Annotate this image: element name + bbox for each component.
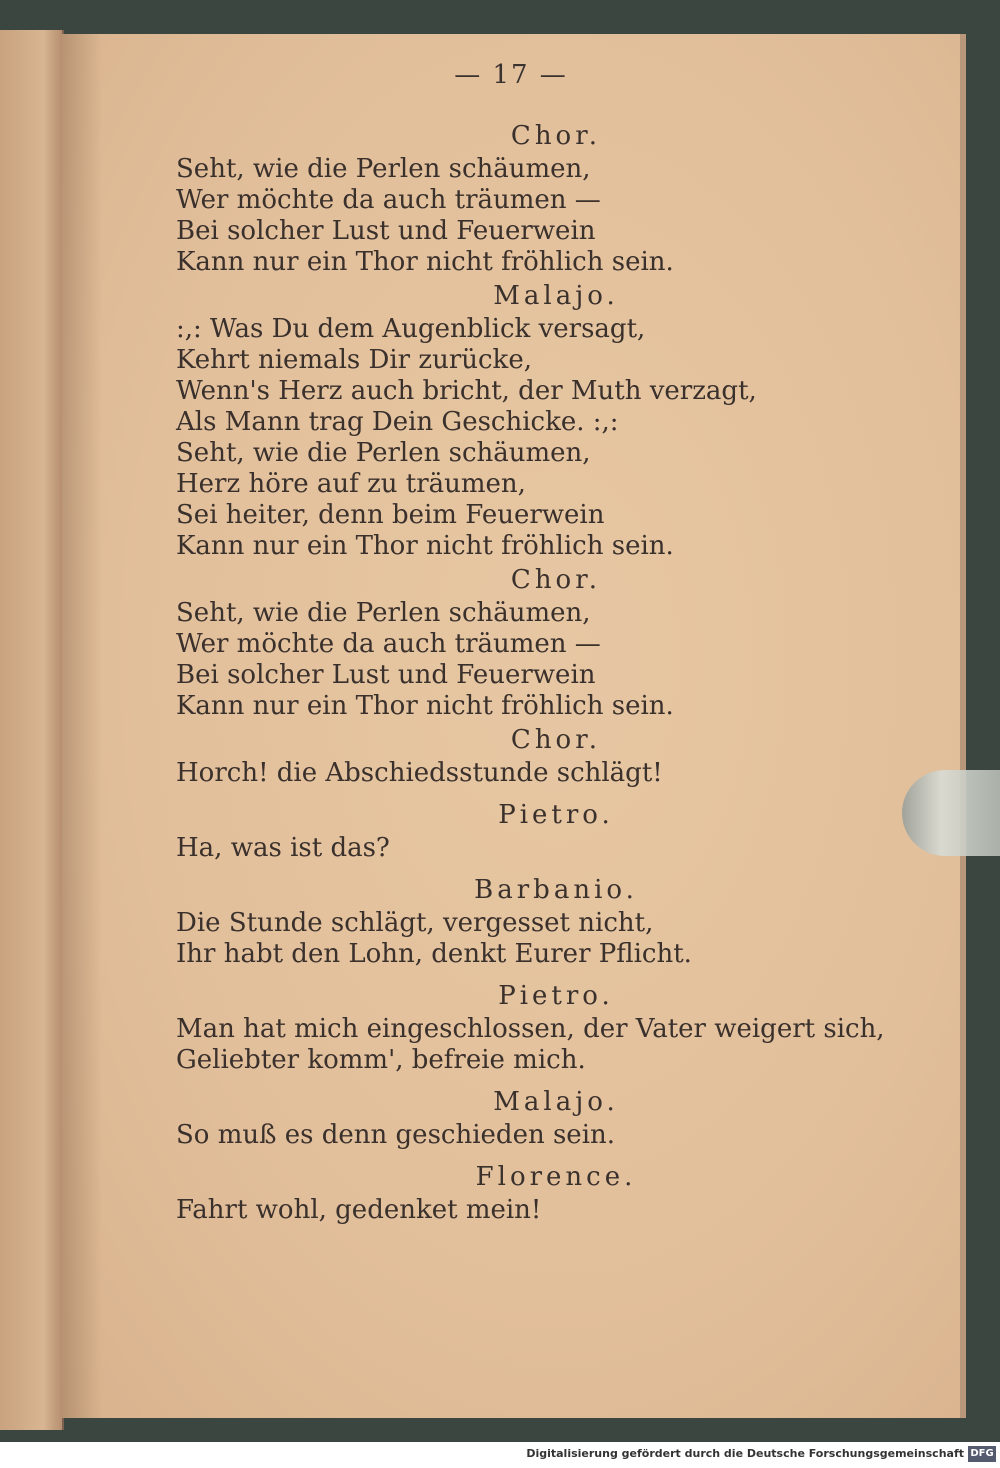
verse-line: Kann nur ein Thor nicht fröhlich sein. — [176, 691, 674, 721]
verse-line: Bei solcher Lust und Feuerwein — [176, 660, 596, 690]
verse-line: So muß es denn geschieden sein. — [176, 1120, 616, 1150]
speaker-name: Malajo. — [493, 281, 619, 311]
page-clip — [902, 770, 1000, 856]
verse-line: Wenn's Herz auch bricht, der Muth verzagt, — [176, 376, 757, 406]
speaker-name: Pietro. — [498, 981, 614, 1011]
speaker-name: Pietro. — [498, 800, 614, 830]
verse-line: Kann nur ein Thor nicht fröhlich sein. — [176, 531, 674, 561]
book-page — [62, 34, 966, 1418]
speaker-name: Chor. — [510, 725, 602, 755]
verse-line: Wer möchte da auch träumen — — [176, 185, 601, 215]
verse-line: :,: Was Du dem Augenblick versagt, — [176, 314, 646, 344]
verse-line: Die Stunde schlägt, vergesset nicht, — [176, 908, 654, 938]
verse-line: Kehrt niemals Dir zurücke, — [176, 345, 532, 375]
verse-line: Geliebter komm', befreie mich. — [176, 1045, 586, 1075]
verse-line: Man hat mich eingeschlossen, der Vater weigert sich, — [176, 1014, 885, 1044]
page-number: — 17 — — [454, 60, 568, 90]
left-page-edge — [0, 30, 64, 1430]
verse-line: Fahrt wohl, gedenket mein! — [176, 1195, 542, 1225]
verse-line: Bei solcher Lust und Feuerwein — [176, 216, 596, 246]
verse-line: Herz höre auf zu träumen, — [176, 469, 526, 499]
speaker-name: Barbanio. — [474, 875, 638, 905]
speaker-name: Malajo. — [493, 1087, 619, 1117]
footer-bar — [0, 1442, 1000, 1468]
dfg-logo-icon: DFG — [968, 1446, 996, 1462]
verse-line: Seht, wie die Perlen schäumen, — [176, 154, 591, 184]
verse-line: Seht, wie die Perlen schäumen, — [176, 598, 591, 628]
verse-line: Kann nur ein Thor nicht fröhlich sein. — [176, 247, 674, 277]
verse-line: Sei heiter, denn beim Feuerwein — [176, 500, 605, 530]
verse-line: Wer möchte da auch träumen — — [176, 629, 601, 659]
verse-line: Ha, was ist das? — [176, 833, 390, 863]
funding-note: Digitalisierung gefördert durch die Deutsche Forschungsgemeinschaft — [526, 1447, 964, 1460]
verse-line: Seht, wie die Perlen schäumen, — [176, 438, 591, 468]
speaker-name: Chor. — [510, 121, 602, 151]
verse-line: Ihr habt den Lohn, denkt Eurer Pflicht. — [176, 939, 692, 969]
verse-line: Als Mann trag Dein Geschicke. :,: — [176, 407, 619, 437]
verse-line: Horch! die Abschiedsstunde schlägt! — [176, 758, 663, 788]
speaker-name: Florence. — [475, 1162, 637, 1192]
speaker-name: Chor. — [510, 565, 602, 595]
page-gutter-shadow — [62, 34, 102, 1418]
libretto-text — [176, 118, 906, 1226]
